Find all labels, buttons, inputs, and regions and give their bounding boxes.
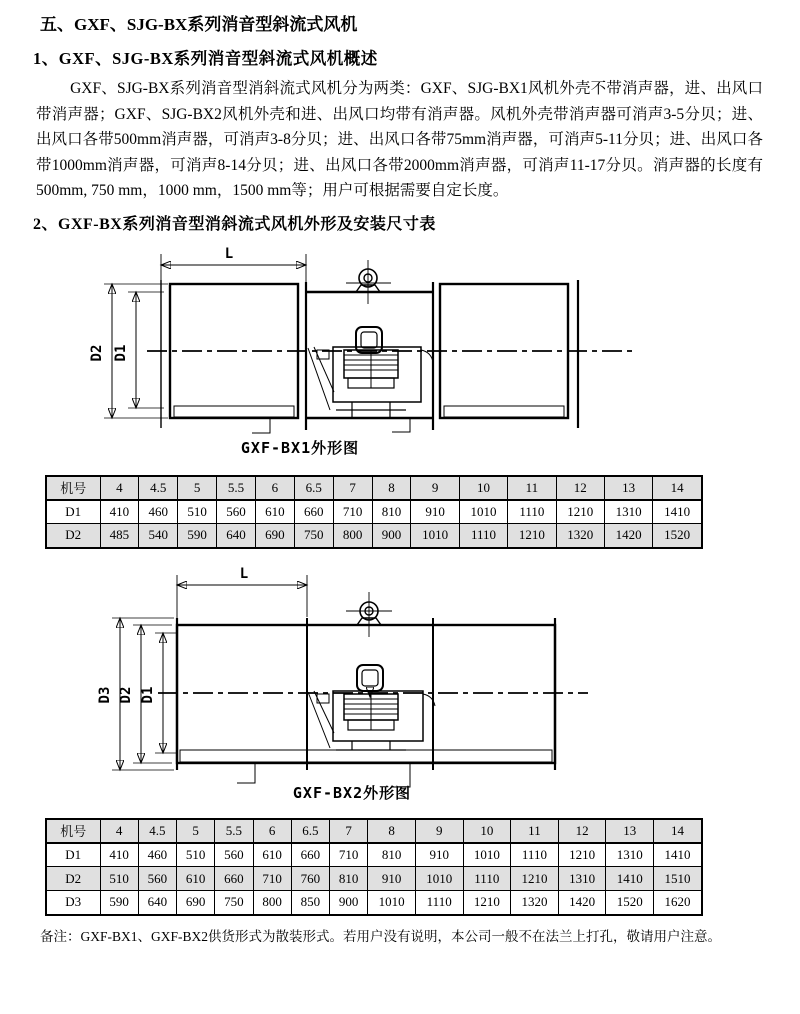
eyebolt-icon (346, 260, 391, 304)
table-cell: 640 (217, 524, 256, 548)
table-cell: 1420 (604, 524, 652, 548)
row-header: D1 (46, 500, 100, 524)
gxf-bx2-outline-drawing (0, 565, 800, 810)
table-cell: 710 (330, 843, 368, 867)
table-cell: 690 (177, 891, 215, 915)
table-row (46, 843, 702, 867)
gxf-bx1-outline-drawing (0, 240, 800, 465)
table-cell: 610 (255, 500, 294, 524)
table-cell: 510 (178, 500, 217, 524)
table-cell: 1320 (556, 524, 604, 548)
row-header: D1 (46, 843, 100, 867)
table-cell: 750 (294, 524, 333, 548)
diagram1-caption: GXF-BX1外形图 (240, 438, 360, 457)
table-col-header: 9 (415, 819, 463, 843)
table-cell: 540 (139, 524, 178, 548)
table-cell: 1010 (463, 843, 511, 867)
table-cell: 485 (100, 524, 139, 548)
motor-assembly (333, 347, 421, 418)
table-cell: 1410 (654, 843, 703, 867)
table-cell: 910 (415, 843, 463, 867)
table-cell: 410 (100, 500, 139, 524)
dimension-D2-label: D2 (118, 686, 134, 703)
section1-paragraph: GXF、SJG-BX系列消音型消斜流式风机分为两类：GXF、SJG-BX1风机外壳不带消声器，进、出风口带消声器；GXF、SJG-BX2风机外壳和进、出风口均带有消声器。风机外壳带消声器可消声3-5分贝；进、出风口各带500mm消声器，可消声3-8分贝；进、出风口各带75mm消声器，可消声5-11分贝；进、出风口各带1000mm消声器，可消声8-14分贝；进、出风口各带2000mm消声器，可消声11-17分贝。消声器的长度有500mm, 750 mm，1000 mm，1500 mm等；用户可根据需要自定长度。 (36, 80, 763, 199)
table-col-header: 6 (253, 819, 291, 843)
dimension-L (161, 246, 306, 286)
table-col-header: 14 (653, 476, 702, 500)
table-cell: 510 (177, 843, 215, 867)
table-cell: 660 (294, 500, 333, 524)
table-col-header: 8 (372, 476, 411, 500)
silencer-hatch (180, 750, 552, 762)
table-cell: 1210 (508, 524, 556, 548)
table-cell: 1310 (606, 843, 654, 867)
table-cell: 900 (372, 524, 411, 548)
table-cell: 460 (138, 843, 176, 867)
dimension-L (177, 566, 307, 623)
table-cell: 800 (333, 524, 372, 548)
table-cell: 1110 (415, 891, 463, 915)
gxf-bx2-dimension-table (45, 818, 703, 916)
table-cell: 710 (253, 867, 291, 891)
table-cell: 900 (330, 891, 368, 915)
table-col-header: 10 (463, 819, 511, 843)
table-cell: 560 (138, 867, 176, 891)
table-cell: 660 (215, 867, 253, 891)
table-cell: 810 (330, 867, 368, 891)
table-cell: 1010 (368, 891, 416, 915)
table-col-header: 4.5 (138, 819, 176, 843)
table-corner-header: 机号 (46, 476, 100, 500)
table-cell: 510 (100, 867, 138, 891)
table-cell: 410 (100, 843, 138, 867)
table-cell: 710 (333, 500, 372, 524)
table-col-header: 14 (654, 819, 703, 843)
row-header: D3 (46, 891, 100, 915)
table-col-header: 5 (177, 819, 215, 843)
table-cell: 1410 (653, 500, 702, 524)
table-row (46, 500, 702, 524)
row-header: D2 (46, 867, 100, 891)
table-col-header: 7 (330, 819, 368, 843)
right-silencer (440, 280, 578, 428)
table-cell: 590 (100, 891, 138, 915)
table-cell: 1110 (508, 500, 556, 524)
table-cell: 1110 (459, 524, 507, 548)
table-cell: 660 (291, 843, 329, 867)
table-cell: 850 (291, 891, 329, 915)
table-col-header: 6 (255, 476, 294, 500)
table-col-header: 5.5 (215, 819, 253, 843)
dimension-D1-label: D1 (113, 344, 129, 361)
table-cell: 1210 (463, 891, 511, 915)
eyebolt-icon (346, 592, 392, 637)
table-cell: 640 (138, 891, 176, 915)
table-row (46, 867, 702, 891)
table-row (46, 524, 702, 548)
table-col-header: 6.5 (291, 819, 329, 843)
table-col-header: 12 (556, 476, 604, 500)
table-col-header: 11 (511, 819, 559, 843)
table-col-header: 13 (604, 476, 652, 500)
table-cell: 1010 (459, 500, 507, 524)
table-cell: 1420 (558, 891, 606, 915)
table-cell: 1510 (654, 867, 703, 891)
table-cell: 1410 (606, 867, 654, 891)
table-cell: 560 (217, 500, 256, 524)
table-cell: 800 (253, 891, 291, 915)
table-col-header: 8 (368, 819, 416, 843)
table-cell: 1620 (654, 891, 703, 915)
table-cell: 610 (177, 867, 215, 891)
table-cell: 910 (411, 500, 459, 524)
dimension-D1 (113, 292, 164, 408)
table-cell: 1320 (511, 891, 559, 915)
table-cell: 760 (291, 867, 329, 891)
row-header: D2 (46, 524, 100, 548)
table-col-header: 13 (606, 819, 654, 843)
table-cell: 560 (215, 843, 253, 867)
table-cell: 610 (253, 843, 291, 867)
table-col-header: 5 (178, 476, 217, 500)
table-cell: 1110 (463, 867, 511, 891)
dimension-L-label: L (224, 245, 234, 262)
document-page (0, 14, 800, 1014)
table-col-header: 12 (558, 819, 606, 843)
table-cell: 910 (368, 867, 416, 891)
dimension-D2-label: D2 (89, 344, 105, 361)
table-row (46, 891, 702, 915)
table-cell: 1310 (604, 500, 652, 524)
table-cell: 690 (255, 524, 294, 548)
table-col-header: 9 (411, 476, 459, 500)
table-header-row (46, 476, 702, 500)
table-cell: 810 (368, 843, 416, 867)
fan-section (252, 260, 433, 433)
table-cell: 1210 (558, 843, 606, 867)
table-cell: 460 (139, 500, 178, 524)
silencer-hatch (444, 406, 564, 417)
gxf-bx1-dimension-table (45, 475, 703, 549)
table-cell: 1110 (511, 843, 559, 867)
section2-heading: 2、GXF-BX系列消音型消斜流式风机外形及安装尺寸表 (33, 215, 436, 233)
table-cell: 1520 (606, 891, 654, 915)
junction-box (356, 327, 382, 353)
dimension-D3 (97, 618, 174, 770)
table-cell: 1520 (653, 524, 702, 548)
section1-heading: 1、GXF、SJG-BX系列消音型斜流式风机概述 (33, 49, 378, 68)
table-cell: 1010 (411, 524, 459, 548)
diagram2-caption: GXF-BX2外形图 (292, 783, 412, 802)
table-col-header: 4.5 (139, 476, 178, 500)
table-col-header: 6.5 (294, 476, 333, 500)
table-col-header: 7 (333, 476, 372, 500)
table-cell: 750 (215, 891, 253, 915)
table-cell: 810 (372, 500, 411, 524)
table-col-header: 4 (100, 819, 138, 843)
table-col-header: 4 (100, 476, 139, 500)
table-cell: 1210 (556, 500, 604, 524)
table-header-row (46, 819, 702, 843)
dimension-L-label: L (239, 565, 249, 582)
dimension-D3-label: D3 (97, 686, 113, 703)
table-col-header: 5.5 (217, 476, 256, 500)
table-col-header: 11 (508, 476, 556, 500)
leader-lines (252, 418, 410, 433)
table-cell: 590 (178, 524, 217, 548)
page-title: 五、GXF、SJG-BX系列消音型斜流式风机 (40, 15, 358, 34)
table-corner-header: 机号 (46, 819, 100, 843)
motor-assembly (333, 691, 423, 750)
table-col-header: 10 (459, 476, 507, 500)
table-cell: 1010 (415, 867, 463, 891)
dimension-D1-label: D1 (140, 686, 156, 703)
silencer-hatch (174, 406, 294, 417)
footer-note: 备注：GXF-BX1、GXF-BX2供货形式为散装形式。若用户没有说明，本公司一般不在法兰上打孔，敬请用户注意。 (40, 928, 722, 944)
left-silencer (161, 280, 298, 428)
table-cell: 1310 (558, 867, 606, 891)
table-cell: 1210 (511, 867, 559, 891)
